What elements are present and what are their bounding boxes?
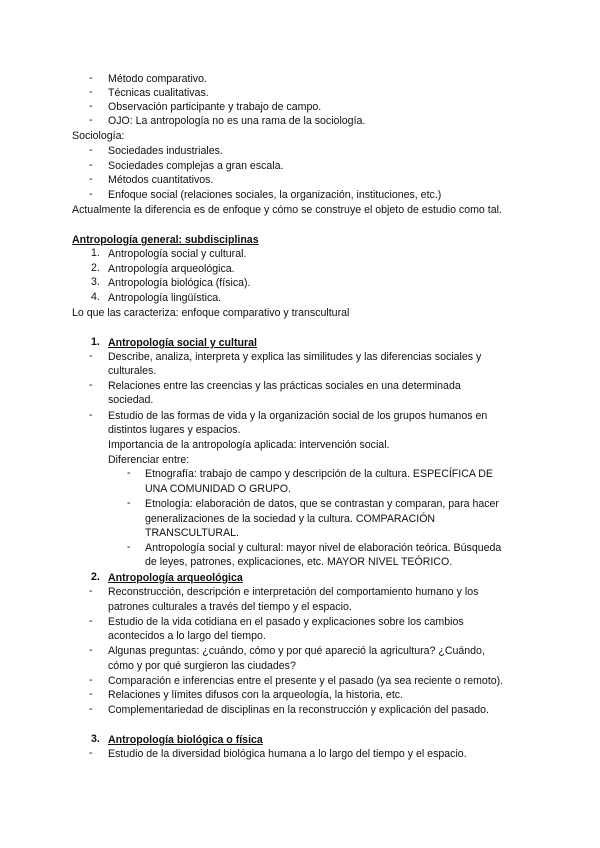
list-marker: - bbox=[127, 497, 131, 509]
list-marker: 4. bbox=[91, 291, 100, 303]
list-marker: - bbox=[89, 703, 93, 715]
list-marker: - bbox=[89, 350, 93, 362]
list-marker: - bbox=[89, 615, 93, 627]
list-item: Relaciones y límites difusos con la arqueología, la historia, etc. bbox=[108, 689, 404, 701]
list-item-cont: distintos lugares y espacios. bbox=[108, 424, 241, 436]
list-item: Estudio de la diversidad biológica humana a lo largo del tiempo y el espacio. bbox=[108, 748, 467, 760]
sub-item-cont: generalizaciones de la sociedad y la cultura. COMPARACIÓN bbox=[145, 513, 436, 525]
list-marker: - bbox=[89, 747, 93, 759]
list-item: Antropología social y cultural. bbox=[108, 248, 247, 260]
list-item: Reconstrucción, descripción e interpretación del comportamiento humano y los bbox=[108, 586, 479, 598]
list-marker: - bbox=[89, 188, 93, 200]
list-item: Antropología arqueológica. bbox=[108, 263, 235, 275]
sub-item-cont: de leyes, patrones, explicaciones, etc. MAYOR NIVEL TEÓRICO. bbox=[145, 556, 453, 568]
paragraph: Diferenciar entre: bbox=[108, 454, 190, 466]
list-marker: - bbox=[89, 144, 93, 156]
list-marker: - bbox=[127, 541, 131, 553]
list-marker: - bbox=[89, 644, 93, 656]
list-item: Observación participante y trabajo de campo. bbox=[108, 101, 322, 113]
section-number: 2. bbox=[91, 571, 100, 583]
sub-item: Antropología social y cultural: mayor nivel de elaboración teórica. Búsqueda bbox=[145, 542, 502, 554]
list-marker: - bbox=[89, 674, 93, 686]
list-item: Complementariedad de disciplinas en la reconstrucción y explicación del pasado. bbox=[108, 704, 490, 716]
section-2-heading: Antropología arqueológica bbox=[108, 572, 243, 584]
section-1-heading: Antropología social y cultural bbox=[108, 337, 257, 349]
list-marker: - bbox=[89, 379, 93, 391]
paragraph: Importancia de la antropología aplicada: intervención social. bbox=[108, 439, 390, 451]
sociologia-title: Sociología: bbox=[72, 130, 125, 142]
sub-item-cont: UNA COMUNIDAD O GRUPO. bbox=[145, 483, 291, 495]
list-marker: - bbox=[89, 173, 93, 185]
general-note: Lo que las caracteriza: enfoque comparativo y transcultural bbox=[72, 307, 350, 319]
list-item-cont: sociedad. bbox=[108, 394, 154, 406]
list-item: OJO: La antropología no es una rama de la sociología. bbox=[108, 115, 366, 127]
list-marker: 2. bbox=[91, 262, 100, 274]
list-item: Describe, analiza, interpreta y explica las similitudes y las diferencias sociales y bbox=[108, 351, 482, 363]
list-marker: - bbox=[89, 86, 93, 98]
list-item-cont: patrones culturales a través del tiempo y el espacio. bbox=[108, 601, 352, 613]
list-item: Relaciones entre las creencias y las prácticas sociales en una determinada bbox=[108, 380, 461, 392]
list-marker: - bbox=[127, 467, 131, 479]
list-marker: - bbox=[89, 409, 93, 421]
list-item: Métodos cuantitativos. bbox=[108, 174, 214, 186]
list-marker: - bbox=[89, 114, 93, 126]
sociologia-note: Actualmente la diferencia es de enfoque y cómo se construye el objeto de estudio como tal. bbox=[72, 204, 502, 216]
section-3-heading: Antropología biológica o física bbox=[108, 734, 263, 746]
section-number: 1. bbox=[91, 336, 100, 348]
list-item: Antropología lingüística. bbox=[108, 292, 222, 304]
sub-item-cont: TRANSCULTURAL. bbox=[145, 527, 239, 539]
list-item: Antropología biológica (física). bbox=[108, 277, 251, 289]
list-item: Comparación e inferencias entre el presente y el pasado (ya sea reciente o remoto). bbox=[108, 675, 504, 687]
sub-item: Etnología: elaboración de datos, que se contrastan y comparan, para hacer bbox=[145, 498, 499, 510]
list-marker: - bbox=[89, 159, 93, 171]
list-marker: 1. bbox=[91, 247, 100, 259]
list-item-cont: cómo y por qué surgieron las ciudades? bbox=[108, 660, 296, 672]
general-heading: Antropología general: subdisciplinas bbox=[72, 234, 259, 246]
list-item: Algunas preguntas: ¿cuándo, cómo y por qué apareció la agricultura? ¿Cuándo, bbox=[108, 645, 485, 657]
list-item-cont: culturales. bbox=[108, 365, 157, 377]
list-marker: - bbox=[89, 585, 93, 597]
list-item: Método comparativo. bbox=[108, 73, 207, 85]
list-item: Enfoque social (relaciones sociales, la organización, instituciones, etc.) bbox=[108, 189, 442, 201]
list-marker: - bbox=[89, 688, 93, 700]
list-marker: - bbox=[89, 100, 93, 112]
list-item-cont: acontecidos a lo largo del tiempo. bbox=[108, 630, 266, 642]
list-item: Estudio de la vida cotidiana en el pasado y explicaciones sobre los cambios bbox=[108, 616, 464, 628]
list-marker: - bbox=[89, 72, 93, 84]
list-item: Sociedades complejas a gran escala. bbox=[108, 160, 284, 172]
list-item: Sociedades industriales. bbox=[108, 145, 223, 157]
list-item: Estudio de las formas de vida y la organización social de los grupos humanos en bbox=[108, 410, 488, 422]
sub-item: Etnografía: trabajo de campo y descripción de la cultura. ESPECÍFICA DE bbox=[145, 468, 494, 480]
list-marker: 3. bbox=[91, 276, 100, 288]
list-item: Técnicas cualitativas. bbox=[108, 87, 209, 99]
section-number: 3. bbox=[91, 733, 100, 745]
